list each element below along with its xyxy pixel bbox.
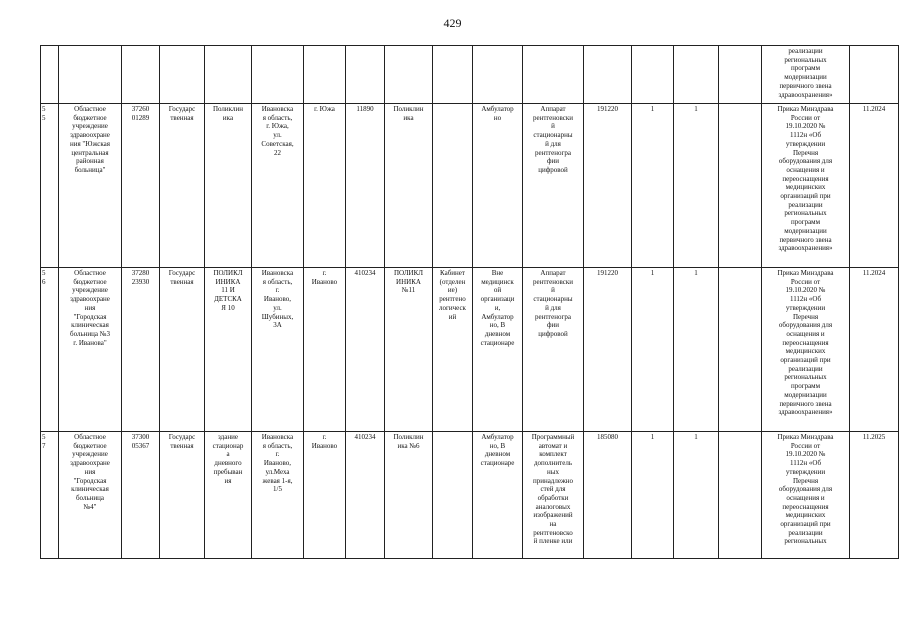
table-cell — [252, 46, 304, 104]
table-cell: 37260 01289 — [122, 104, 160, 268]
table-cell: Поликлин ика №6 — [385, 432, 433, 559]
table-cell: 5 6 — [41, 268, 59, 432]
table-cell: ПОЛИКЛ ИНИКА 11 И ДЕТСКА Я 10 — [205, 268, 252, 432]
table-cell: Областное бюджетное учреждение здравоохране ния "Городская клиническая больница №4" — [59, 432, 122, 559]
table-cell: 185080 — [584, 432, 632, 559]
table-cell — [719, 432, 762, 559]
table-row — [41, 46, 899, 104]
table-cell: Приказ Минздрава России от 19.10.2020 № 1112н «Об утверждении Перечня оборудования для оснащения и переоснащения медицинских организаций при реализации региональных программ модернизации первичного звена здравоохранения» — [762, 268, 850, 432]
table-cell: Поликлин ика — [385, 104, 433, 268]
table-cell: г. Иваново — [304, 268, 346, 432]
table-cell: Поликлин ика — [205, 104, 252, 268]
register-table — [40, 45, 899, 559]
table-cell: г. Южа — [304, 104, 346, 268]
table-cell — [473, 46, 523, 104]
table-cell — [850, 46, 899, 104]
table-cell — [59, 46, 122, 104]
table-cell — [523, 46, 584, 104]
table-cell: Вне медицинск ой организаци и, Амбулатор но, В дневном стационаре — [473, 268, 523, 432]
table-cell: 1 — [674, 268, 719, 432]
table-row — [41, 432, 899, 559]
table-cell: 1 — [674, 432, 719, 559]
table-cell: 191220 — [584, 104, 632, 268]
table-cell: Областное бюджетное учреждение здравоохране ния "Южская центральная районная больница" — [59, 104, 122, 268]
page-number: 429 — [443, 16, 462, 30]
table-cell: 1 — [632, 104, 674, 268]
table-cell: 37280 23930 — [122, 268, 160, 432]
table-cell: г. Иваново — [304, 432, 346, 559]
table-cell: Кабинет (отделен ие) рентгено логическ ий — [433, 268, 473, 432]
table-cell: 5 5 — [41, 104, 59, 268]
table-cell: 1 — [674, 104, 719, 268]
table-cell — [41, 46, 59, 104]
table-cell: Программный автомат и комплект дополнитель ных принадлежно стей для обработки аналоговых изображений на рентгеновско й пленке или — [523, 432, 584, 559]
table-cell — [584, 46, 632, 104]
table-cell — [205, 46, 252, 104]
table-cell: 1 — [632, 432, 674, 559]
table-row — [41, 268, 899, 432]
table-cell — [433, 432, 473, 559]
table-cell: 37300 05367 — [122, 432, 160, 559]
table-cell: здание стационар а дневного пребыван ия — [205, 432, 252, 559]
table-cell: 11.2024 — [850, 104, 899, 268]
table-cell: Аппарат рентгеновски й стационарны й для рентгеногра фии цифровой — [523, 104, 584, 268]
table-cell: Приказ Минздрава России от 19.10.2020 № 1112н «Об утверждении Перечня оборудования для оснащения и переоснащения медицинских организаций при реализации региональных программ модернизации первичного звена здравоохранения» — [762, 104, 850, 268]
table-cell: ПОЛИКЛ ИНИКА №11 — [385, 268, 433, 432]
table-cell — [719, 268, 762, 432]
table-cell: Ивановска я область, г. Южа, ул. Советская, 22 — [252, 104, 304, 268]
table-cell — [304, 46, 346, 104]
table-row — [41, 104, 899, 268]
table-cell — [719, 46, 762, 104]
table-cell — [433, 104, 473, 268]
table-cell — [632, 46, 674, 104]
table-cell: 11.2025 — [850, 432, 899, 559]
table-cell: Амбулатор но — [473, 104, 523, 268]
table-cell: 5 7 — [41, 432, 59, 559]
table-cell: Приказ Минздрава России от 19.10.2020 № 1112н «Об утверждении Перечня оборудования для оснащения и переоснащения медицинских организаций при реализации региональных — [762, 432, 850, 559]
table-cell: реализации региональных программ модернизации первичного звена здравоохранения» — [762, 46, 850, 104]
table-cell: 11.2024 — [850, 268, 899, 432]
table-cell: Аппарат рентгеновски й стационарны й для рентгеногра фии цифровой — [523, 268, 584, 432]
table-cell — [719, 104, 762, 268]
table-cell: 1 — [632, 268, 674, 432]
table-cell: 11890 — [346, 104, 385, 268]
table-cell — [433, 46, 473, 104]
table-body — [41, 46, 899, 559]
table-cell — [122, 46, 160, 104]
table-cell: Государс твенная — [160, 104, 205, 268]
table-cell: Ивановска я область, г. Иваново, ул.Меха жевая 1-я, 1/5 — [252, 432, 304, 559]
table-cell — [346, 46, 385, 104]
table-cell: Областное бюджетное учреждение здравоохране ния "Городская клиническая больница №3 г. Иванова" — [59, 268, 122, 432]
table-cell: Амбулатор но, В дневном стационаре — [473, 432, 523, 559]
table-cell: 410234 — [346, 268, 385, 432]
table-cell — [160, 46, 205, 104]
table-cell: Ивановска я область, г. Иваново, ул. Шубиных, 3А — [252, 268, 304, 432]
table-cell — [385, 46, 433, 104]
table-cell — [674, 46, 719, 104]
table-cell: Государс твенная — [160, 432, 205, 559]
table-cell: 410234 — [346, 432, 385, 559]
table-cell: Государс твенная — [160, 268, 205, 432]
table-cell: 191220 — [584, 268, 632, 432]
